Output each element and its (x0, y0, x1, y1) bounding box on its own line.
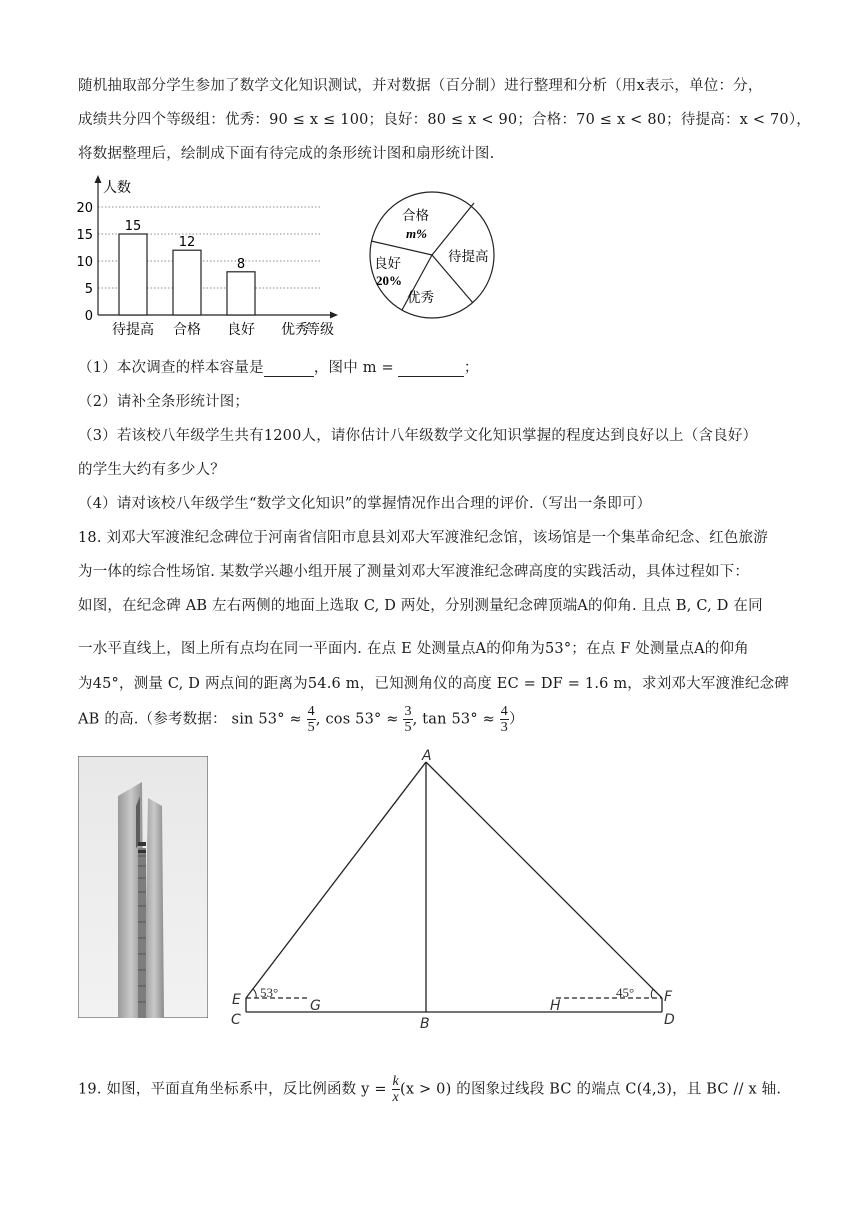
x-tick-label: 合格 (173, 322, 201, 338)
y-tick-label: 10 (76, 255, 93, 270)
label-G: G (310, 998, 321, 1014)
label-B: B (420, 1016, 430, 1032)
pie-label-hege: 合格 (402, 208, 429, 224)
label-A: A (422, 748, 432, 764)
pie-value-hege: m% (406, 226, 427, 241)
label-H: H (550, 998, 561, 1014)
q18-line6 (78, 704, 524, 735)
pie-label-youxiu: 优秀 (407, 290, 434, 306)
q19-line1 (78, 1074, 781, 1105)
pie-label-daitigao: 待提高 (448, 249, 489, 265)
q18-line6-a: AB 的高.（参考数据： sin 53° ≈ (78, 711, 302, 728)
y-tick-label: 15 (76, 228, 93, 243)
label-C: C (231, 1012, 241, 1028)
y-axis-label: 人数 (103, 180, 131, 196)
m-value-blank[interactable] (398, 362, 464, 377)
x-tick-label: 良好 (227, 322, 255, 338)
pie-divider (371, 241, 432, 255)
monument-photo (78, 756, 208, 1018)
x-axis-label: 等级 (306, 322, 334, 338)
geometry-diagram (228, 748, 688, 1033)
angle-label-53: 53° (260, 985, 279, 1000)
sample-size-blank[interactable] (264, 362, 314, 377)
sight-line-AE (246, 762, 426, 998)
pie-chart (362, 184, 512, 324)
sight-line-AF (426, 762, 662, 998)
q18-line6-b: , cos 53° ≈ (315, 711, 399, 728)
y-tick-label: 0 (84, 309, 93, 324)
q18-line6-c: , tan 53° ≈ (412, 711, 495, 728)
pie-label-lianghao: 良好 (374, 256, 401, 272)
label-F: F (664, 989, 673, 1005)
pie-value-lianghao: 20% (376, 273, 402, 288)
q17-sub4: （4）请对该校八年级学生“数学文化知识”的掌握情况作出合理的评价.（写出一条即可） (78, 496, 652, 512)
q17-sub2: （2）请补全条形统计图； (78, 394, 250, 410)
q17-intro-line3: 将数据整理后，绘制成下面有待完成的条形统计图和扇形统计图. (78, 146, 495, 162)
angle-label-45: 45° (616, 985, 635, 1000)
x-tick-label: 优秀 (281, 322, 309, 338)
q18-line5: 为45°，测量 C, D 两点间的距离为54.6 m，已知测角仪的高度 EC = DF = 1.6 m，求刘邓大军渡淮纪念碑 (78, 676, 790, 692)
q17-intro-line1: 随机抽取部分学生参加了数学文化知识测试，并对数据（百分制）进行整理和分析（用x表示，单位：分， (78, 78, 763, 94)
bar-value-label: 12 (178, 235, 196, 251)
q17-sub1 (78, 356, 479, 377)
q18-line3: 如图，在纪念碑 AB 左右两侧的地面上选取 C, D 两处，分别测量纪念碑顶端A的仰角. 且点 B, C, D 在同 (78, 598, 763, 614)
q18-line1: 18. 刘邓大军渡淮纪念碑位于河南省信阳市息县刘邓大军渡淮纪念馆，该场馆是一个集革命纪念、红色旅游 (78, 530, 768, 546)
q18-line6-d: ） (508, 711, 524, 728)
q17-sub1-text-a: （1）本次调查的样本容量是 (78, 360, 264, 376)
q18-line2: 为一体的综合性场馆. 某数学兴趣小组开展了测量刘邓大军渡淮纪念碑高度的实践活动，具体过程如下： (78, 564, 750, 580)
bar-value-label: 8 (236, 256, 246, 272)
y-tick-label: 20 (76, 201, 93, 216)
q17-sub1-text-c: ； (463, 360, 479, 376)
k-over-x-fraction: $\frac{k}{x}$ (392, 1074, 399, 1105)
q17-sub3-line2: 的学生大约有多少人？ (78, 462, 225, 478)
q17-intro-line2: 成绩共分四个等级组：优秀：90 ≤ x ≤ 100；良好：80 ≤ x < 90；合格：70 ≤ x < 80；待提高：x < 70）， (78, 112, 812, 128)
q17-sub3-line1: （3）若该校八年级学生共有1200人，请你估计八年级数学文化知识掌握的程度达到良好以上（含良好） (78, 428, 758, 444)
x-tick-label: 待提高 (112, 322, 154, 338)
q18-line4: 一水平直线上，图上所有点均在同一平面内. 在点 E 处测量点A的仰角为53°；在点 F 处测量点A的仰角 (78, 641, 749, 657)
sin-fraction: $\frac{4}{5}$ (307, 704, 315, 735)
x-axis-arrow (330, 312, 338, 319)
bar-chart (70, 172, 360, 344)
label-E: E (232, 992, 241, 1008)
pie-divider (432, 203, 474, 255)
bar-0 (119, 234, 147, 315)
y-axis-arrow (95, 175, 102, 183)
q19-text-a: 19. 如图，平面直角坐标系中，反比例函数 y = (78, 1081, 387, 1098)
q17-sub1-text-b: ，图中 m = (313, 360, 394, 376)
label-D: D (664, 1012, 675, 1028)
y-tick-label: 5 (84, 282, 93, 297)
bar-1 (173, 250, 201, 315)
bar-value-label: 15 (124, 219, 142, 234)
cos-fraction: $\frac{3}{5}$ (404, 704, 412, 735)
tan-fraction: $\frac{4}{3}$ (500, 704, 508, 735)
q19-text-b: (x > 0) 的图象过线段 BC 的端点 C(4,3)，且 BC // x 轴. (399, 1081, 782, 1098)
bar-2 (227, 272, 255, 315)
